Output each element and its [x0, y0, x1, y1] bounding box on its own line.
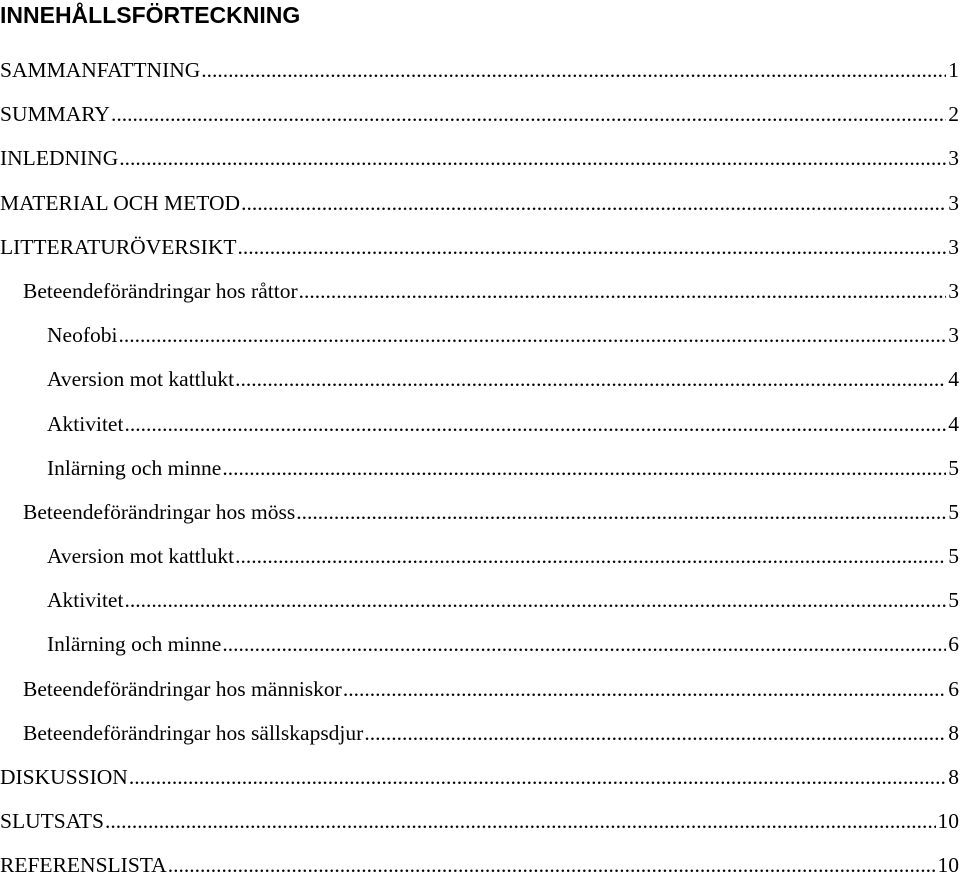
- toc-entry-page-number: 10: [938, 799, 960, 843]
- toc-entry-page-number: 8: [948, 711, 960, 755]
- toc-dot-leader: [235, 357, 946, 401]
- toc-dot-leader: [124, 578, 946, 622]
- toc-entry-title: Aktivitet: [47, 402, 123, 446]
- toc-entry[interactable]: [0, 755, 960, 799]
- toc-entry[interactable]: [0, 667, 960, 711]
- toc-entry-page-number: 5: [948, 578, 960, 622]
- toc-entry[interactable]: [0, 181, 960, 225]
- toc-entry[interactable]: [0, 622, 960, 666]
- toc-entry-page-number: 6: [948, 667, 960, 711]
- toc-entry[interactable]: [0, 225, 960, 269]
- toc-entry[interactable]: [0, 92, 960, 136]
- toc-dot-leader: [235, 534, 946, 578]
- toc-entry[interactable]: [0, 799, 960, 843]
- toc-entry-title: DISKUSSION: [0, 755, 128, 799]
- toc-heading: INNEHÅLLSFÖRTECKNING: [0, 0, 300, 30]
- toc-entry-page-number: 1: [948, 48, 960, 92]
- toc-entry[interactable]: [0, 843, 960, 887]
- toc-entry[interactable]: [0, 269, 960, 313]
- toc-entry-title: INLEDNING: [0, 136, 118, 180]
- toc-entry[interactable]: [0, 313, 960, 357]
- toc-dot-leader: [222, 622, 946, 666]
- toc-entry-title: REFERENSLISTA: [0, 843, 167, 887]
- toc-entry-title: SLUTSATS: [0, 799, 104, 843]
- toc-entry-title: Aktivitet: [47, 578, 123, 622]
- toc-entry[interactable]: [0, 578, 960, 622]
- toc-dot-leader: [343, 667, 946, 711]
- toc-entry-title: Aversion mot kattlukt: [47, 534, 234, 578]
- toc-entry-title: MATERIAL OCH METOD: [0, 181, 240, 225]
- toc-entry-title: Beteendeförändringar hos sällskapsdjur: [23, 711, 363, 755]
- toc-entry-title: Neofobi: [47, 313, 117, 357]
- toc-entry-page-number: 8: [948, 755, 960, 799]
- toc-entry-page-number: 4: [948, 357, 960, 401]
- toc-entry-title: Beteendeförändringar hos möss: [23, 490, 295, 534]
- toc-entry-page-number: 6: [948, 622, 960, 666]
- toc-dot-leader: [364, 711, 946, 755]
- toc-dot-leader: [168, 843, 936, 887]
- toc-entry[interactable]: [0, 357, 960, 401]
- toc-entry-page-number: 5: [948, 490, 960, 534]
- toc-dot-leader: [124, 402, 946, 446]
- toc-entry-page-number: 3: [948, 269, 960, 313]
- toc-entry-page-number: 5: [948, 534, 960, 578]
- toc-entry-title: LITTERATURÖVERSIKT: [0, 225, 236, 269]
- toc-dot-leader: [296, 490, 946, 534]
- toc-dot-leader: [241, 181, 946, 225]
- toc-entry-page-number: 3: [948, 181, 960, 225]
- toc-dot-leader: [111, 92, 946, 136]
- toc-dot-leader: [201, 48, 946, 92]
- toc-entry-page-number: 3: [948, 225, 960, 269]
- toc-entry[interactable]: [0, 402, 960, 446]
- toc-dot-leader: [299, 269, 947, 313]
- toc-entry[interactable]: [0, 490, 960, 534]
- toc-dot-leader: [222, 446, 946, 490]
- toc-dot-leader: [119, 136, 946, 180]
- toc-entry-title: SAMMANFATTNING: [0, 48, 200, 92]
- toc-entry-title: Beteendeförändringar hos råttor: [23, 269, 298, 313]
- toc-entry-title: Inlärning och minne: [47, 446, 221, 490]
- toc-entry-title: SUMMARY: [0, 92, 110, 136]
- toc-entry-page-number: 4: [948, 402, 960, 446]
- toc-entry-title: Inlärning och minne: [47, 622, 221, 666]
- toc-entry[interactable]: [0, 711, 960, 755]
- toc-dot-leader: [237, 225, 946, 269]
- toc-entry[interactable]: [0, 446, 960, 490]
- toc-list: [0, 48, 960, 888]
- toc-dot-leader: [105, 799, 936, 843]
- toc-entry-title: Aversion mot kattlukt: [47, 357, 234, 401]
- toc-dot-leader: [129, 755, 946, 799]
- toc-entry[interactable]: [0, 534, 960, 578]
- toc-entry-page-number: 5: [948, 446, 960, 490]
- toc-entry-title: Beteendeförändringar hos människor: [23, 667, 342, 711]
- toc-entry[interactable]: [0, 48, 960, 92]
- toc-entry-page-number: 3: [948, 313, 960, 357]
- toc-entry-page-number: 10: [938, 843, 960, 887]
- toc-dot-leader: [118, 313, 946, 357]
- toc-entry-page-number: 2: [948, 92, 960, 136]
- toc-entry-page-number: 3: [948, 136, 960, 180]
- toc-entry[interactable]: [0, 136, 960, 180]
